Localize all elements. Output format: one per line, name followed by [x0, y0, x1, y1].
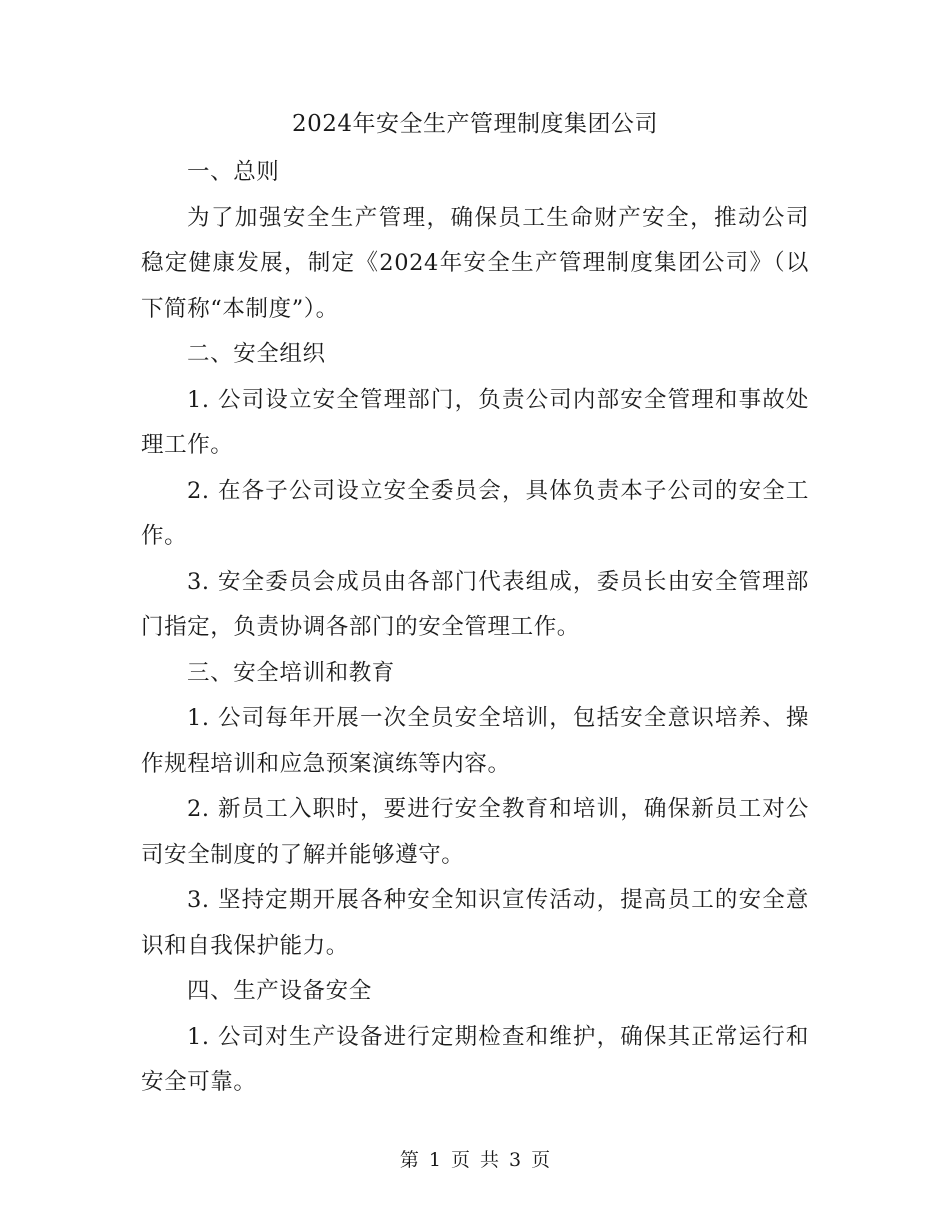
section-heading-training: 三、安全培训和教育 [187, 659, 395, 686]
section-heading-organization: 二、安全组织 [187, 341, 326, 367]
section-heading-equipment: 四、生产设备安全 [187, 978, 372, 1004]
paragraph-org-1: 1. 公司设立安全管理部门，负责公司内部安全管理和事故处理工作。 [141, 386, 809, 458]
document-body [141, 150, 809, 1106]
section-heading-general: 一、总则 [187, 159, 280, 185]
paragraph-training-3: 3. 坚持定期开展各种安全知识宣传活动，提高员工的安全意识和自我保护能力。 [141, 887, 809, 959]
paragraph-org-2: 2. 在各子公司设立安全委员会，具体负责本子公司的安全工作。 [141, 477, 809, 549]
paragraph-training-1: 1. 公司每年开展一次全员安全培训，包括安全意识培养、操作规程培训和应急预案演练等内容。 [141, 705, 809, 777]
paragraph-equipment-1: 1. 公司对生产设备进行定期检查和维护，确保其正常运行和安全可靠。 [141, 1023, 809, 1095]
page-number-footer: 第 1 页 共 3 页 [399, 1149, 551, 1171]
paragraph-training-2: 2. 新员工入职时，要进行安全教育和培训，确保新员工对公司安全制度的了解并能够遵守。 [141, 796, 809, 868]
document-title: 2024年安全生产管理制度集团公司 [291, 111, 659, 137]
paragraph-purpose: 为了加强安全生产管理，确保员工生命财产安全，推动公司稳定健康发展，制定《2024年安全生产管理制度集团公司》（以下简称“本制度”）。 [141, 204, 809, 322]
paragraph-org-3: 3. 安全委员会成员由各部门代表组成，委员长由安全管理部门指定，负责协调各部门的安全管理工作。 [141, 568, 809, 640]
